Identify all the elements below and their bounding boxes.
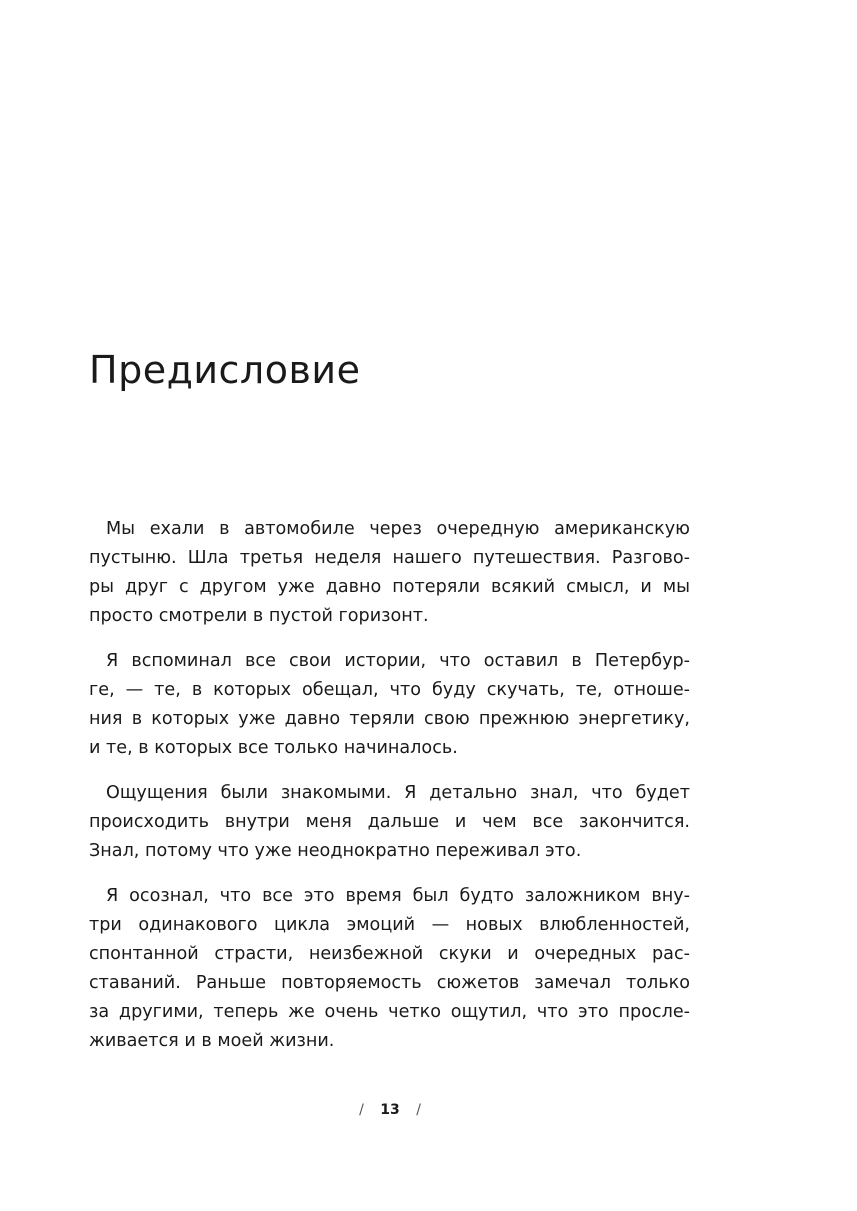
- paragraph: [89, 515, 690, 631]
- text-line: Мы ехали в автомобиле через очередную американскую: [106, 519, 690, 539]
- text-line: просто смотрели в пустой горизонт.: [89, 606, 429, 626]
- paragraph: [89, 779, 690, 866]
- text-line: ге, — те, в которых обещал, что буду скучать, те, отноше-: [89, 680, 690, 700]
- text-line: за другими, теперь же очень четко ощутил, что это просле-: [89, 1002, 690, 1022]
- text-line: живается и в моей жизни.: [89, 1031, 335, 1051]
- page-footer: [0, 1098, 780, 1122]
- page-title: Предисловие: [89, 348, 361, 392]
- text-line: пустыню. Шла третья неделя нашего путешествия. Разгово-: [89, 548, 690, 568]
- page-number: 13: [380, 1102, 400, 1118]
- text-line: Знал, потому что уже неоднократно переживал это.: [89, 841, 582, 861]
- text-line: и те, в которых все только начиналось.: [89, 738, 458, 758]
- text-line: спонтанной страсти, неизбежной скуки и очередных рас-: [89, 944, 690, 964]
- paragraph: [89, 647, 690, 763]
- text-line: Ощущения были знакомыми. Я детально знал, что будет: [106, 783, 690, 803]
- footer-slash-right: /: [416, 1102, 421, 1118]
- text-line: Я осознал, что все это время был будто заложником вну-: [106, 886, 690, 906]
- text-line: происходить внутри меня дальше и чем все закончится.: [89, 812, 690, 832]
- text-line: ры друг с другом уже давно потеряли всякий смысл, и мы: [89, 577, 690, 597]
- text-line: три одинакового цикла эмоций — новых влюбленностей,: [89, 915, 690, 935]
- text-line: Я вспоминал все свои истории, что оставил в Петербур-: [106, 651, 690, 671]
- text-line: ставаний. Раньше повторяемость сюжетов замечал только: [89, 973, 690, 993]
- footer-slash-left: /: [359, 1102, 364, 1118]
- text-line: ния в которых уже давно теряли свою прежнюю энергетику,: [89, 709, 690, 729]
- paragraph: [89, 882, 690, 1056]
- body-text: [89, 515, 690, 1072]
